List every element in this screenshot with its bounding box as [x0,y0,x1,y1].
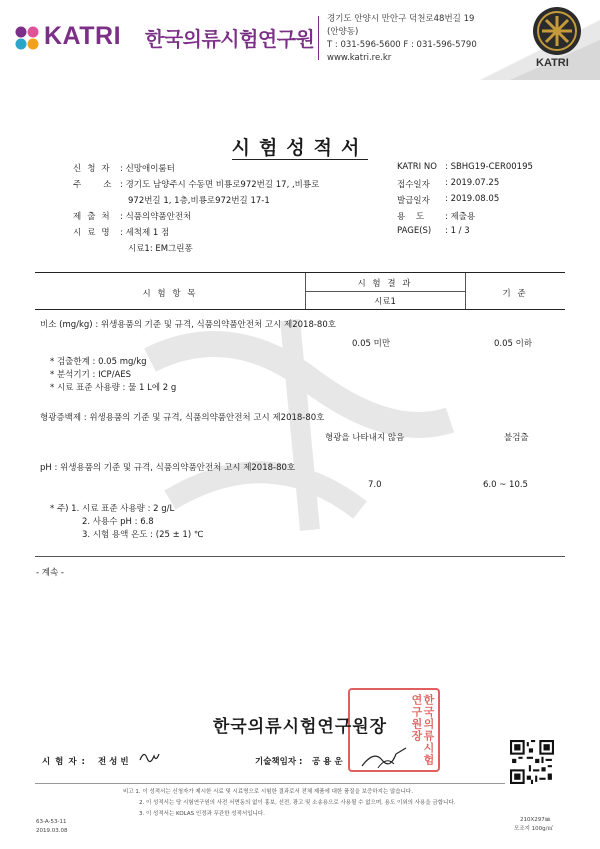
manager-name: 공 용 운 [312,757,343,767]
qr-code-icon [510,740,554,784]
header-sample1: 시료1 [374,297,396,307]
header-item: 시 험 항 목 [142,289,198,299]
paper-size: 210X297㎜ [520,817,551,823]
arsenic-note: * 분석기기 : ICP/AES [50,370,132,380]
label-katri-no: KATRI NO [397,162,437,172]
value-sample-sub: 시료1: EM그린퐁 [128,244,193,254]
row-ph-standard: 6.0 ~ 10.5 [483,480,528,490]
header-col-divider [305,273,306,309]
form-code: 63-A-53-11 [36,819,67,825]
row-arsenic-result: 0.05 미만 [352,339,391,349]
row-fluorescent-result: 형광을 나타내지 않음 [325,433,405,443]
katri-badge-icon [532,6,582,56]
website-line: www.katri.re.kr [327,53,392,63]
issuer-name: 한국의류시험연구원장 [212,717,388,737]
value-page: : 1 / 3 [445,226,470,236]
document-title: 시험성적서 [231,137,369,159]
header-divider [318,16,319,60]
label-received: 접수일자 [397,180,430,190]
label-use: 용 도 [397,212,429,222]
tester-label: 시 험 자 : [42,757,86,767]
seal-text: 한국의류시험연구원장 [410,694,435,766]
form-date: 2019.03.08 [36,828,68,834]
footnote: 비고 1. 이 성적서는 신청자가 제시한 시료 및 시료명으로 시험한 결과로서 전체 제품에 대한 품질을 보증하지는 않습니다. [123,789,413,795]
manager-label: 기술책임자 : [255,757,303,767]
label-page: PAGE(S) [397,226,432,236]
footer-divider [35,783,505,784]
address-line: 경기도 안양시 만안구 덕천로48번길 19 [327,14,475,24]
value-katri-no: : SBHG19-CER00195 [445,162,533,172]
table-top-border [35,272,565,273]
value-sample: : 세척제 1 점 [120,228,170,238]
label-issued: 발급일자 [397,196,430,206]
label-address: 주소 [73,180,134,190]
header-address [327,13,477,65]
footnote: 2. 이 성적서는 당 시험연구원의 사전 서면동의 없이 홍보, 선전, 광고 및 소송용으로 사용될 수 없으며, 용도 이외의 사용을 금합니다. [139,800,456,806]
value-use: : 제출용 [445,212,476,222]
row-ph-item: pH : 위생용품의 기준 및 규격, 식품의약품안전처 고시 제2018-80호 [40,463,296,473]
label-submit: 제출처 [73,212,116,222]
katri-logo-icon [14,25,40,51]
title-underline [232,159,368,160]
label-applicant: 신청자 [73,164,116,174]
value-address-2: 972번길 1, 1층,비룡로972번길 17-1 [128,196,270,206]
row-arsenic-standard: 0.05 이하 [494,339,533,349]
value-received: : 2019.07.25 [445,178,500,188]
header-result: 시 험 결 과 [357,279,413,289]
row-fluorescent-item: 형광증백제 : 위생용품의 기준 및 규격, 식품의약품안전처 고시 제2018-80호 [40,413,325,423]
value-applicant: : 신망애이룸터 [120,164,175,174]
value-address-1: : 경기도 남양주시 수동면 비룡로972번길 17, ,비룡로 [120,180,320,190]
manager-signature-icon [360,746,408,770]
badge-label: KATRI [536,57,569,69]
address-line: (안양동) [327,27,359,37]
header-result-divider [305,291,465,292]
footnote: 3. 이 성적서는 KOLAS 인정과 무관한 성적서입니다. [139,811,265,817]
row-ph-result: 7.0 [368,480,382,490]
arsenic-note: * 시료 표준 사용량 : 물 1 L에 2 g [50,383,177,393]
header-standard: 기 준 [502,289,528,299]
ph-note: 3. 시험 용액 온도 : (25 ± 1) ℃ [82,530,204,540]
row-arsenic-item: 비소 (mg/kg) : 위생용품의 기준 및 규격, 식품의약품안전처 고시 제2018-80호 [40,320,336,330]
tester-name: 전 성 빈 [98,757,129,767]
phone-fax-line: T : 031-596-5600 F : 031-596-5790 [327,40,477,50]
header-col-divider [465,273,466,309]
continued-note: - 계속 - [36,568,64,578]
ph-note: 2. 사용수 pH : 6.8 [82,517,154,527]
ph-note: * 주) 1. 시료 표준 사용량 : 2 g/L [50,504,175,514]
table-header-border [35,309,565,310]
tester-signature-icon [138,748,160,766]
brand-name-ko: 한국의류시험연구원 [145,27,315,51]
table-bottom-border [35,556,565,557]
label-sample: 시료명 [73,228,116,238]
brand-name-en: KATRI [44,22,122,50]
value-issued: : 2019.08.05 [445,194,500,204]
paper-weight: 모조지 100g/㎡ [514,826,554,832]
row-fluorescent-standard: 불검출 [504,433,529,443]
value-submit: : 식품의약품안전처 [120,212,192,222]
arsenic-note: * 검출한계 : 0.05 mg/kg [50,357,147,367]
